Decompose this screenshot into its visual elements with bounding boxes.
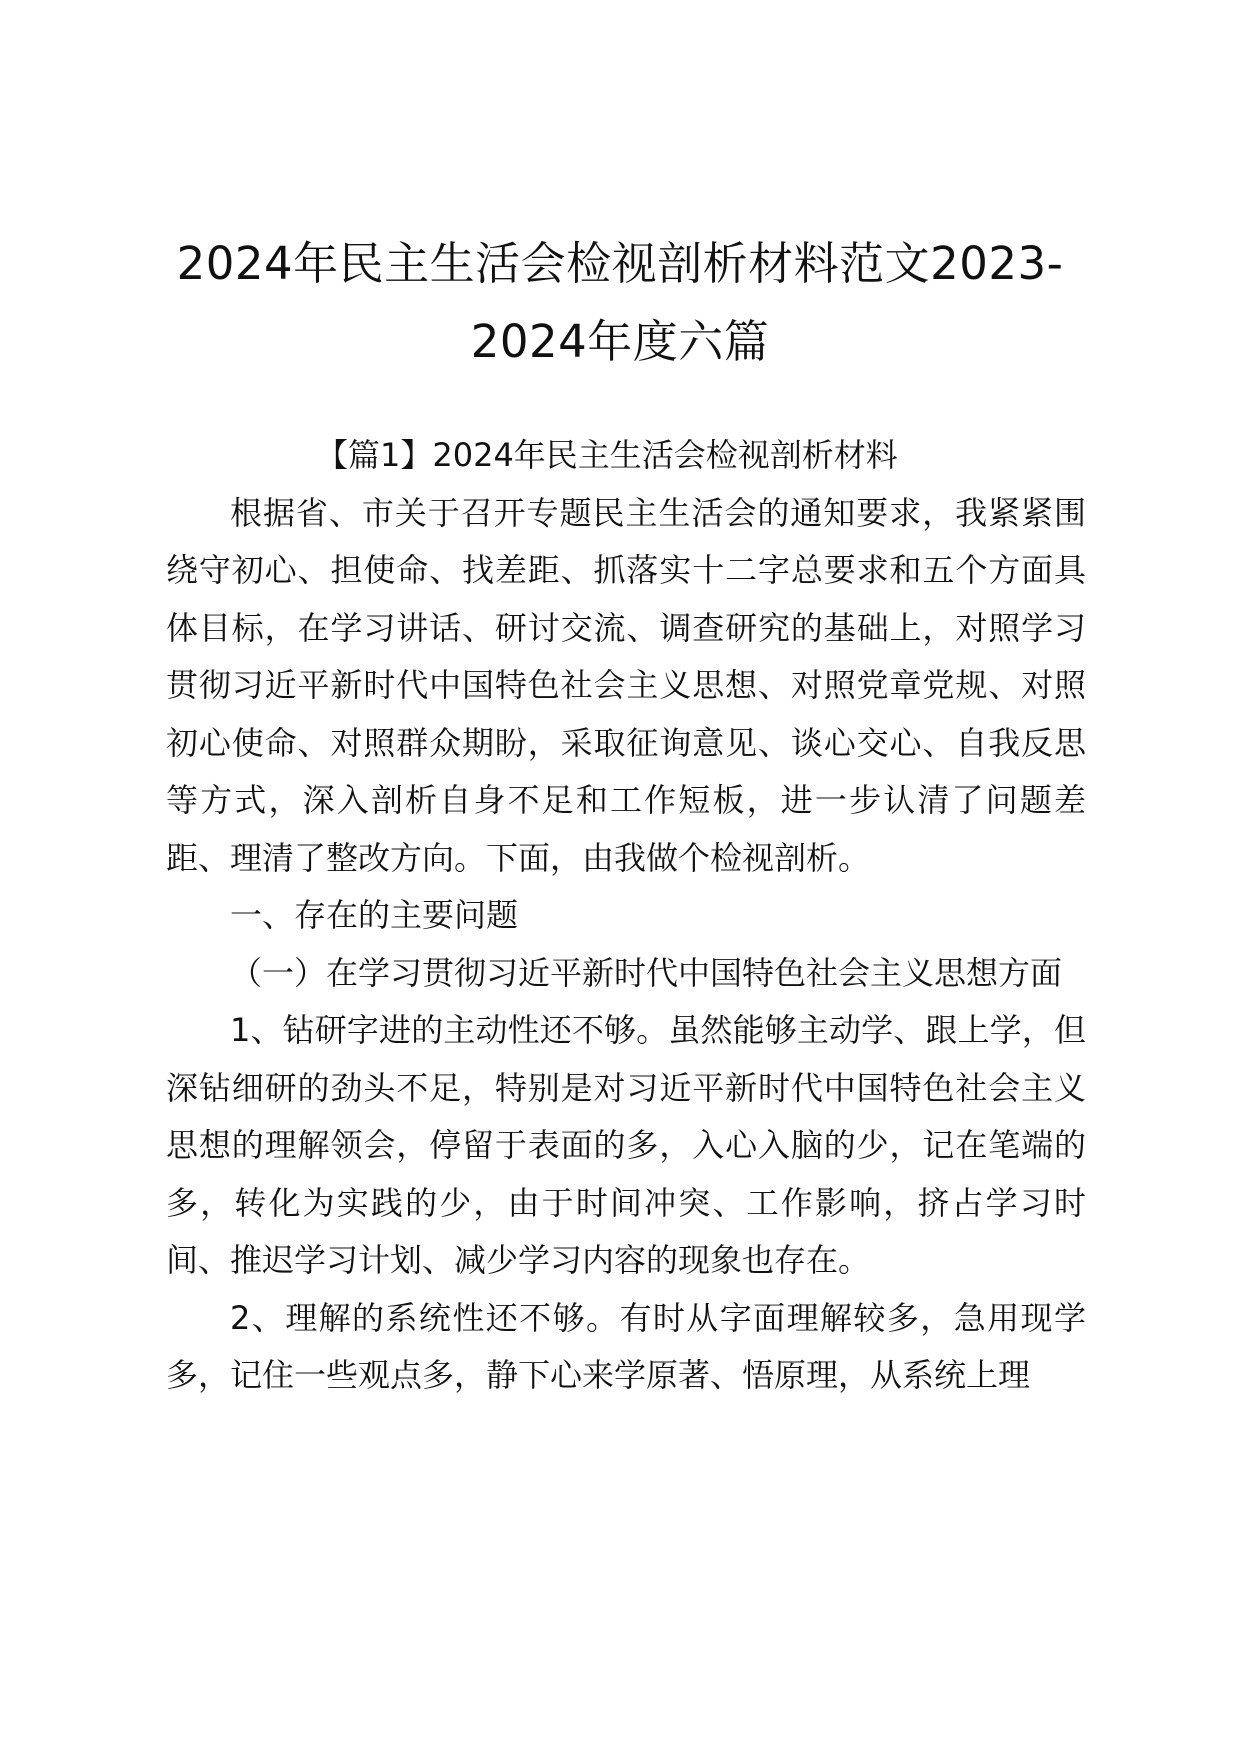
document-title: 2024年民主生活会检视剖析材料范文2023-2024年度六篇 [176, 237, 1064, 368]
subheading: （一）在学习贯彻习近平新时代中国特色社会主义思想方面 [230, 953, 1063, 992]
section-heading: 【篇1】2024年民主生活会检视剖析材料 [316, 436, 898, 474]
body-paragraph: 2、理解的系统性还不够。有时从字面理解较多，急用现学多，记住一些观点多，静下心来学原著、悟原理，从系统上理 [166, 1298, 1086, 1394]
body-paragraph: 根据省、市关于召开专题民主生活会的通知要求，我紧紧围绕守初心、担使命、找差距、抓落实十二字总要求和五个方面具体目标，在学习讲话、研讨交流、调查研究的基础上，对照学习贯彻习近平新时代中国特色社会主义思想、对照党章党规、对照初心使命、对照群众期盼，采取征询意见、谈心交心、自我反思等方式，深入剖析自身不足和工作短板，进一步认清了问题差距、理清了整改方向。下面，由我做个检视剖析。 [166, 493, 1086, 877]
document-body [166, 427, 1086, 1405]
body-paragraph: 1、钻研字进的主动性还不够。虽然能够主动学、跟上学，但深钻细研的劲头不足，特别是对习近平新时代中国特色社会主义思想的理解领会，停留于表面的多，入心入脑的少，记在笔端的多，转化为实践的少，由于时间冲突、工作影响，挤占学习时间、推迟学习计划、减少学习内容的现象也存在。 [166, 1011, 1086, 1279]
problem-heading: 一、存在的主要问题 [230, 896, 519, 934]
